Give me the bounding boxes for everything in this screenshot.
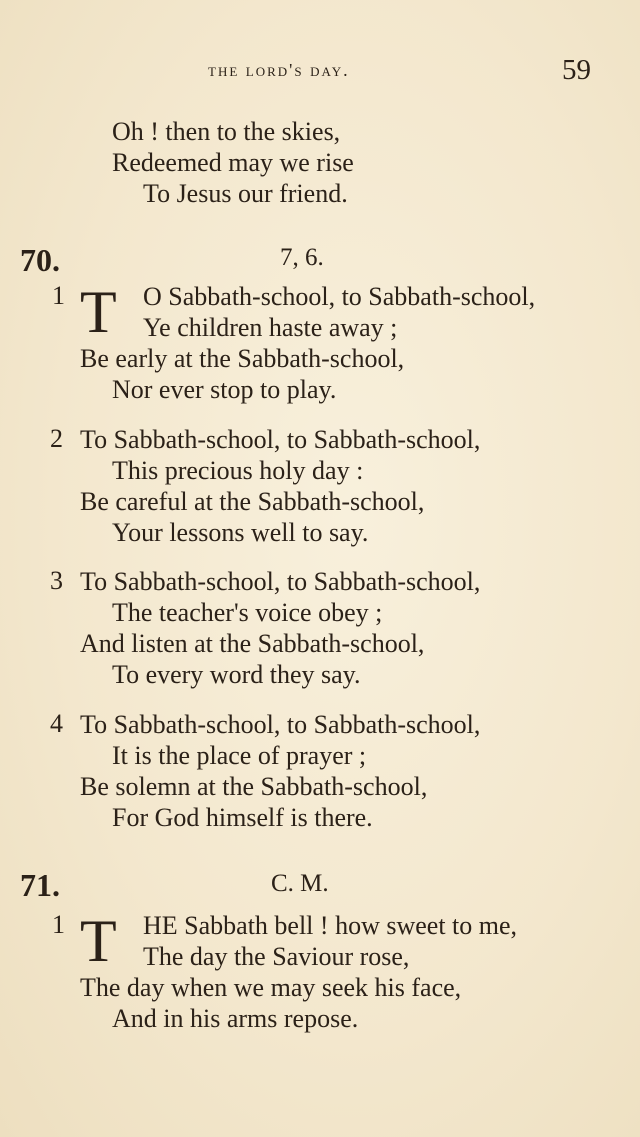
hymn-70-verse-1-line-1: O Sabbath-school, to Sabbath-school, — [143, 282, 536, 311]
hymn-70-verse-2-line-2: This precious holy day : — [112, 456, 364, 485]
page-number: 59 — [562, 54, 591, 86]
hymn-71-verse-1-line-4: And in his arms repose. — [112, 1004, 359, 1033]
continuation-line-3: To Jesus our friend. — [143, 179, 348, 208]
hymn-70-verse-2-line-3: Be careful at the Sabbath-school, — [80, 487, 425, 516]
continuation-line-1: Oh ! then to the skies, — [112, 117, 341, 146]
hymn-70-verse-3-line-3: And listen at the Sabbath-school, — [80, 629, 425, 658]
hymn-70-verse-3-number: 3 — [50, 566, 63, 595]
hymn-70-verse-4-line-1: To Sabbath-school, to Sabbath-school, — [80, 710, 481, 739]
hymn-71-verse-1-line-1: HE Sabbath bell ! how sweet to me, — [143, 911, 518, 940]
hymn-70-number: 70. — [20, 242, 60, 278]
hymn-71-verse-1-line-3: The day when we may seek his face, — [80, 973, 462, 1002]
hymn-71-meter: C. M. — [271, 870, 329, 897]
hymn-70-verse-3-line-2: The teacher's voice obey ; — [112, 598, 383, 627]
hymn-71-verse-1-number: 1 — [52, 910, 65, 939]
hymn-70-verse-2-line-1: To Sabbath-school, to Sabbath-school, — [80, 425, 481, 454]
hymn-70-verse-3-line-1: To Sabbath-school, to Sabbath-school, — [80, 567, 481, 596]
hymn-70-verse-1-number: 1 — [52, 281, 65, 310]
hymn-70-verse-1-line-4: Nor ever stop to play. — [112, 375, 337, 404]
hymn-70-drop-cap: T — [80, 279, 117, 345]
hymn-70-meter: 7, 6. — [280, 244, 324, 271]
continuation-line-2: Redeemed may we rise — [112, 148, 354, 177]
hymn-71-number: 71. — [20, 867, 60, 903]
hymn-70-verse-4-line-2: It is the place of prayer ; — [112, 741, 367, 770]
hymn-70-verse-2-number: 2 — [50, 424, 63, 453]
running-title: the lord's day. — [208, 60, 350, 80]
hymn-70-verse-4-line-3: Be solemn at the Sabbath-school, — [80, 772, 428, 801]
hymn-71-verse-1-line-2: The day the Saviour rose, — [143, 942, 410, 971]
hymn-70-verse-1-line-2: Ye children haste away ; — [143, 313, 398, 342]
hymn-70-verse-1-line-3: Be early at the Sabbath-school, — [80, 344, 405, 373]
hymn-70-verse-2-line-4: Your lessons well to say. — [112, 518, 369, 547]
hymn-70-verse-4-number: 4 — [50, 709, 63, 738]
hymn-71-drop-cap: T — [80, 908, 117, 974]
hymn-70-verse-4-line-4: For God himself is there. — [112, 803, 373, 832]
hymn-70-verse-3-line-4: To every word they say. — [112, 660, 361, 689]
